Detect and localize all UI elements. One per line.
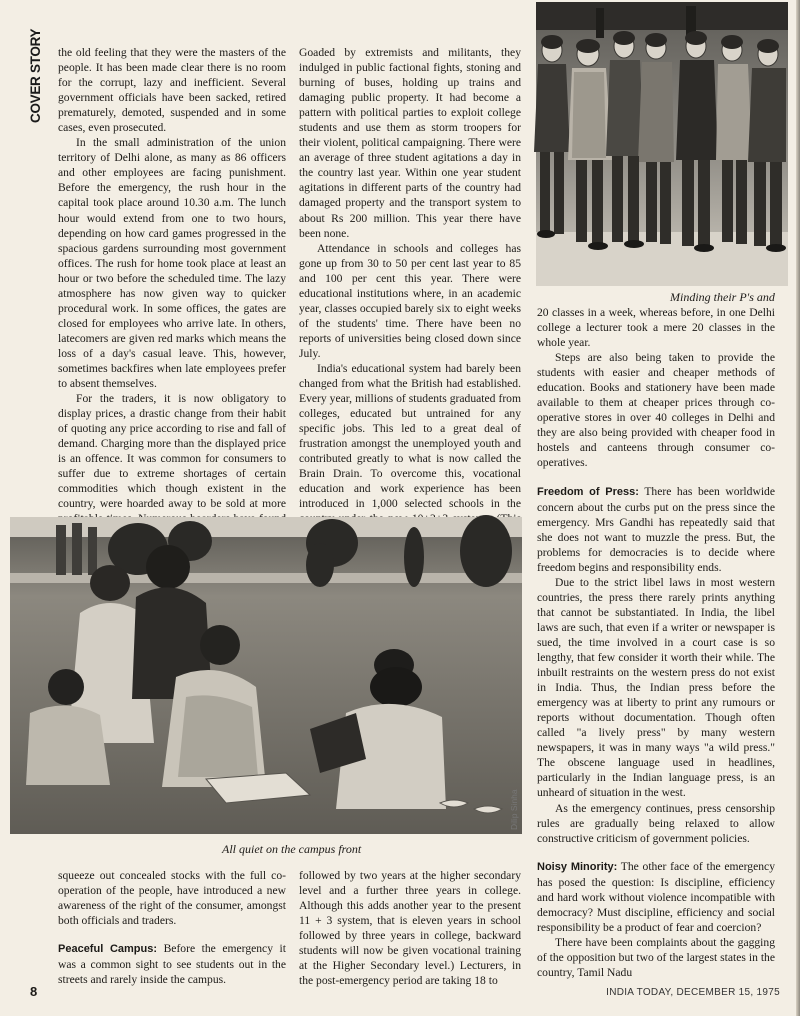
paragraph: There have been complaints about the gagging of the opposition but two of the largest states in the country, Tamil Nadu — [537, 935, 775, 979]
column-1-bottom — [58, 868, 286, 987]
section-kicker: COVER STORY — [28, 28, 43, 124]
section-freedom-of-press — [537, 484, 775, 575]
photo-campus-students — [10, 517, 522, 834]
photo-campus-students-image — [10, 517, 522, 834]
column-2-bottom — [299, 868, 521, 988]
paragraph: There has been worldwide concern about the curbs put on the press since the emergency. Mrs Gandhi has repeatedly said that she does not want to muzzle the press. But, the problems for democracies is to decide where freedom begins and responsibility ends. — [537, 484, 775, 574]
page-number: 8 — [30, 984, 38, 999]
paragraph: squeeze out concealed stocks with the full co-operation of the people, have introduced a new awareness of the right of the consumer, amongst both officials and traders. — [58, 869, 286, 928]
paragraph: In the small administration of the union territory of Delhi alone, as many as 86 officers and other employees are facing punishment. Before the emergency, the rush hour in the capital took place around 10.30 a.m. The lunch hour would extend from one to two hours, depending on how card games progressed in the spacious gardens surrounding most government offices. The rush for home took place at least an hour or two before the scheduled time. The lazy atmosphere has now given way to quicker procedural work. In some offices, the gates are closed for employees who arrive late. In others, latecomers are given red marks which means the loss of a day's casual leave. This, however, sometimes backfires when late employees prefer to absent themselves. — [58, 136, 286, 391]
paragraph: followed by two years at the higher secondary level and a further three years in college. Although this adds another year to the present 11 + 3 system, that is eleven years in school followed by three years in college, backward students will now be given vocational training at the Higher Secondary level.) Lecturers, in the post-emergency period are taking 18 to — [299, 869, 521, 988]
paragraph: Steps are also being taken to provide the students with easier and cheaper methods of education. Books and stationery have been made available to them at cheaper prices through co-operative stores in over 40 colleges in Delhi and they are also being provided with cheaper food in hostels and canteens through consumer co-operatives. — [537, 351, 775, 470]
photo-credit: Dilip Sinha — [509, 789, 519, 830]
heading-peaceful-campus: Peaceful Campus: — [58, 943, 158, 956]
paragraph: Attendance in schools and colleges has gone up from 30 to 50 per cent last year to 85 and 100 per cent this year. There were educational institutions where, in an academic year, classes occupied barely six to eight weeks of the students' time. There have been no reports of universities being closed down since July. — [299, 241, 521, 360]
paragraph: the old feeling that they were the masters of the people. It has been made clear there is no room for the corrupt, lazy and inefficient. Several government officials have been sacked, retired prematurely, demoted, suspended and in some cases, even prosecuted. — [58, 46, 286, 135]
paragraph: 20 classes in a week, whereas before, in one Delhi college a lecturer took a mere 20 classes in the whole year. — [537, 306, 775, 350]
paragraph: As the emergency continues, press censorship rules are gradually being relaxed to allow constructive criticism of government policies. — [537, 801, 775, 845]
paragraph: Before the emergency it was a common sight to see students out in the streets and rarely inside the campus. — [58, 942, 286, 987]
paragraph: Goaded by extremists and militants, they indulged in public factional fights, stoning and burning of buses, holding up trains and damaging public property. It had become a pattern with political parties to exploit college students and use them as storm troopers for their violent, political campaigning. There were an average of three student agitations a day in the country last year. Within one year student agitations in different parts of the country had damaged property and the transport system to about Rs 200 million. This year there have been none. — [299, 46, 521, 240]
column-1-top — [58, 45, 286, 511]
page-edge — [796, 0, 800, 1016]
paragraph: India's educational system had barely been changed from what the British had established. Every year, millions of students graduated from colleges, educated but untrained for any specific jobs. This led to a great deal of frustration amongst the unemployed youth and contributed greatly to what is now called the Brain Drain. To overcome this, vocational education and work experience has been introduced in 1,000 selected schools in the — [299, 361, 521, 511]
heading-freedom-of-press: Freedom of Press: — [537, 485, 639, 498]
section-peaceful-campus — [58, 941, 286, 987]
photo-students-queue-image — [536, 2, 788, 286]
column-3 — [537, 305, 775, 977]
paragraph: Due to the strict libel laws in most western countries, the press there rarely prints anything that cannot be substantiated. In India, the libel laws are such, that even if a writer or newspaper is sued, the time involved in a court case is so lengthy, that few consider it worth their while. The inbuilt restraints on the western press do not exist in India. Thus, the Indian press before the emergency was at liberty to print any rumours or reports without documentation. Though often called "a lively press" by many western newspapers, it was in many ways "a wild press." The obscene language used in headlines, particularly in the Indian language press, is an unheard of situation in the west. — [537, 575, 775, 800]
paragraph: For the traders, it is now obligatory to display prices, a drastic change from their habit of quoting any price according to rise and fall of demand. Charging more than the displayed price is an offence. It was common for consumers to suffer due to extreme shortages of certain commodities which though existent in the country, were hoarded away to be sold at more — [58, 392, 286, 511]
section-noisy-minority — [537, 859, 775, 935]
footer-publication: INDIA TODAY, DECEMBER 15, 1975 — [606, 987, 780, 998]
photo-students-queue — [536, 2, 788, 286]
column-2-top — [299, 45, 521, 511]
caption-top-photo: Minding their P's and — [670, 290, 775, 304]
paragraph: The other face of the emergency has posed the question: Is discipline, efficiency and hard work without violence incompatible with democracy? Must discipline, efficiency and social responsibility be a product of fear and coercion? — [537, 859, 775, 934]
caption-main-photo: All quiet on the campus front — [222, 842, 362, 856]
heading-noisy-minority: Noisy Minority: — [537, 860, 618, 873]
